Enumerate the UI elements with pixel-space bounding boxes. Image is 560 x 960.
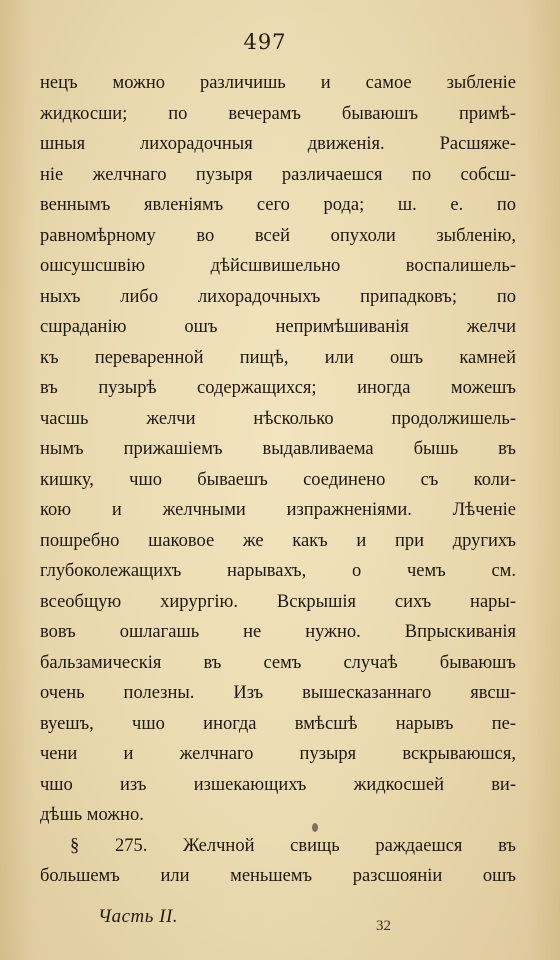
text-line: веннымъ явленіямъ сего рода; ш. е. по [40,195,516,215]
text-line: дѣшь можно. [40,805,144,825]
text-line: всеобщую хирургію. Вскрышія сихъ нары- [40,591,516,612]
text-line: часшь желчи нѣсколько продолжишель- [40,408,516,429]
text-line: ошсушсшвію дѣйсшвишельно воспалишель- [40,256,516,276]
text-line: большемъ или меньшемъ разсшояніи ошъ [40,866,516,886]
volume-part-label: Часть II. [98,906,179,927]
text-line: вовъ ошлагашь не нужно. Впрыскиванія [40,622,516,642]
text-line: къ переваренной пищѣ, или ошъ камней [40,347,516,368]
page-footer [98,906,520,936]
text-line: равномѣрному во всей опухоли зыбленію, [40,225,516,246]
text-line: шныя лихорадочныя движенія. Расшяже- [40,134,516,154]
text-line: ніе желчнаго пузыря различаешся по собсш- [40,164,516,185]
text-line: пошребно шаковое же какъ и при другихъ [40,530,516,551]
text-line: жидкосши; по вечерамъ бываюшъ примѣ- [40,103,516,124]
text-line: нецъ можно различишь и самое зыбленіе [40,73,516,93]
text-line: бальзамическія въ семъ случаѣ бываюшъ [40,652,516,673]
body-text [40,68,516,892]
text-line: кишку, чшо бываешъ соединено съ коли- [40,469,516,490]
text-line: вуешъ, чшо иногда вмѣсшѣ нарывъ пе- [40,713,516,734]
text-line: сшраданію ошъ непримѣшиванія желчи [40,317,516,337]
text-line: чени и желчнаго пузыря вскрываюшся, [40,744,516,764]
text-line: кою и желчными изпражненіями. Лѣченіе [40,500,516,520]
paragraph-start-line: § 275. Желчной свищь раждаешся въ [70,835,516,856]
text-line: очень полезны. Изъ вышесказаннаго явсш- [40,683,516,703]
page-number: 497 [243,30,287,54]
text-line: глубоколежащихъ нарывахъ, о чемъ см. [40,561,516,581]
text-line: въ пузырѣ содержащихся; иногда можешъ [40,378,516,398]
signature-mark: 32 [376,918,391,934]
text-line: ныхъ либо лихорадочныхъ припадковъ; по [40,286,516,307]
text-line: чшо изъ изшекающихъ жидкосшей ви- [40,774,516,795]
ink-spot [312,823,318,832]
text-line: нымъ прижашіемъ выдавливаема бышь въ [40,439,516,459]
